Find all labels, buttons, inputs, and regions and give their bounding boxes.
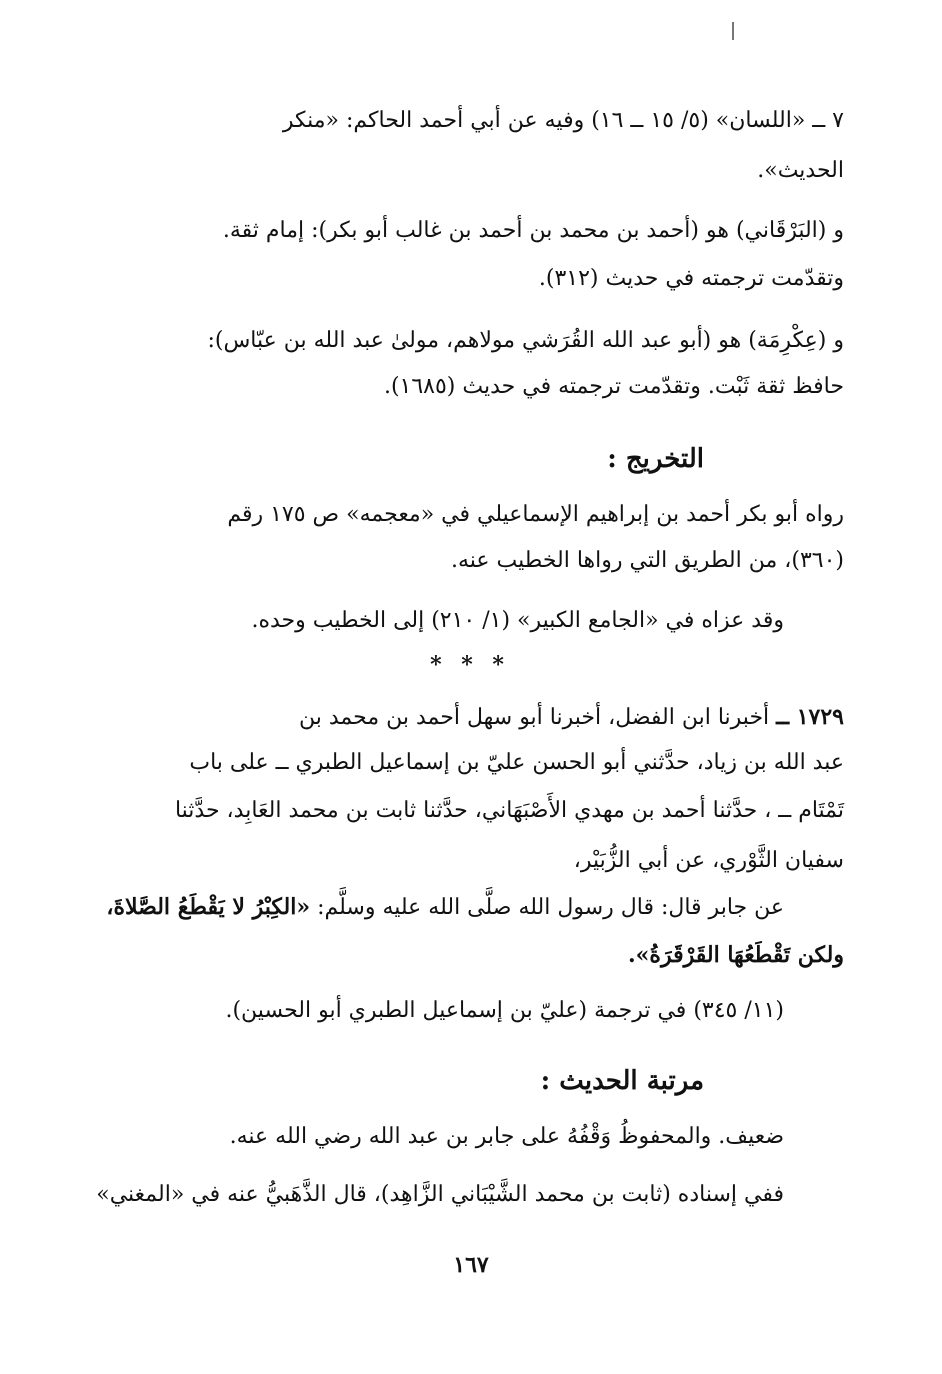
barqani-line-1: و (البَرْقَاني) هو (أحمد بن محمد بن أحمد بن غالب أبو بكر): إمام ثقة. [222, 218, 844, 243]
note-7-line-1: ٧ ــ «اللسان» (٥/ ١٥ ــ ١٦) وفيه عن أبي أحمد الحاكم: «منكر [282, 108, 844, 133]
page-number: ١٦٧ [453, 1252, 489, 1278]
hadith-isnad-line-4: سفيان الثَّوْري، عن أبي الزُّبَيْر، [573, 848, 844, 873]
hadith-reference: (١١/ ٣٤٥) في ترجمة (عليّ بن إسماعيل الطبري أبو الحسين). [225, 998, 784, 1023]
hadith-first-line [299, 702, 844, 733]
takhrij-line-3: وقد عزاه في «الجامع الكبير» (١/ ٢١٠) إلى الخطيب وحده. [251, 608, 784, 633]
ikrima-line-1: و (عِكْرِمَة) هو (أبو عبد الله القُرَشي مولاهم، مولىٰ عبد الله بن عبّاس): [207, 328, 844, 353]
takhrij-heading: التخريج : [607, 444, 704, 474]
takhrij-line-2: (٣٦٠)، من الطريق التي رواها الخطيب عنه. [450, 548, 844, 573]
note-7-line-2: الحديث». [757, 158, 844, 183]
hadith-matn-line-2: ولكن تَقْطَعُهَا القَرْقَرَةُ». [628, 942, 844, 968]
ikrima-line-2: حافظ ثقة ثَبْت. وتقدّمت ترجمته في حديث (١٦٨٥). [383, 374, 844, 399]
rutba-heading: مرتبة الحديث : [540, 1066, 704, 1096]
hadith-isnad-line-2: عبد الله بن زياد، حدَّثني أبو الحسن عليّ بن إسماعيل الطبري ــ على باب [189, 750, 844, 775]
scan-mark [732, 22, 734, 40]
hadith-isnad-line-1: أخبرنا ابن الفضل، أخبرنا أبو سهل أحمد بن محمد بن [299, 705, 770, 730]
section-separator: * * * [430, 652, 510, 678]
hadith-matn-line-1 [106, 892, 784, 923]
hadith-matn-quote: «الكِبْرُ لا يَقْطَعُ الصَّلاةَ، [106, 894, 311, 920]
hadith-isnad-line-3: تَمْتَام ــ ، حدَّثنا أحمد بن مهدي الأَصْبَهَاني، حدَّثنا ثابت بن محمد العَابِد، حدَّثنا [174, 798, 844, 823]
barqani-line-2: وتقدّمت ترجمته في حديث (٣١٢). [538, 266, 844, 291]
rutba-line-2: ففي إسناده (ثابت بن محمد الشَّيْبَاني الزَّاهِد)، قال الذَّهَبيُّ عنه في «المغني» [96, 1182, 784, 1207]
rutba-line-1: ضعيف. والمحفوظُ وَقْفُهُ على جابر بن عبد الله رضي الله عنه. [229, 1124, 784, 1149]
hadith-number: ١٧٢٩ ــ [776, 704, 844, 730]
takhrij-line-1: رواه أبو بكر أحمد بن إبراهيم الإسماعيلي في «معجمه» ص ١٧٥ رقم [227, 502, 844, 527]
hadith-matn-intro: عن جابر قال: قال رسول الله صلَّى الله عليه وسلَّم: [317, 895, 784, 920]
